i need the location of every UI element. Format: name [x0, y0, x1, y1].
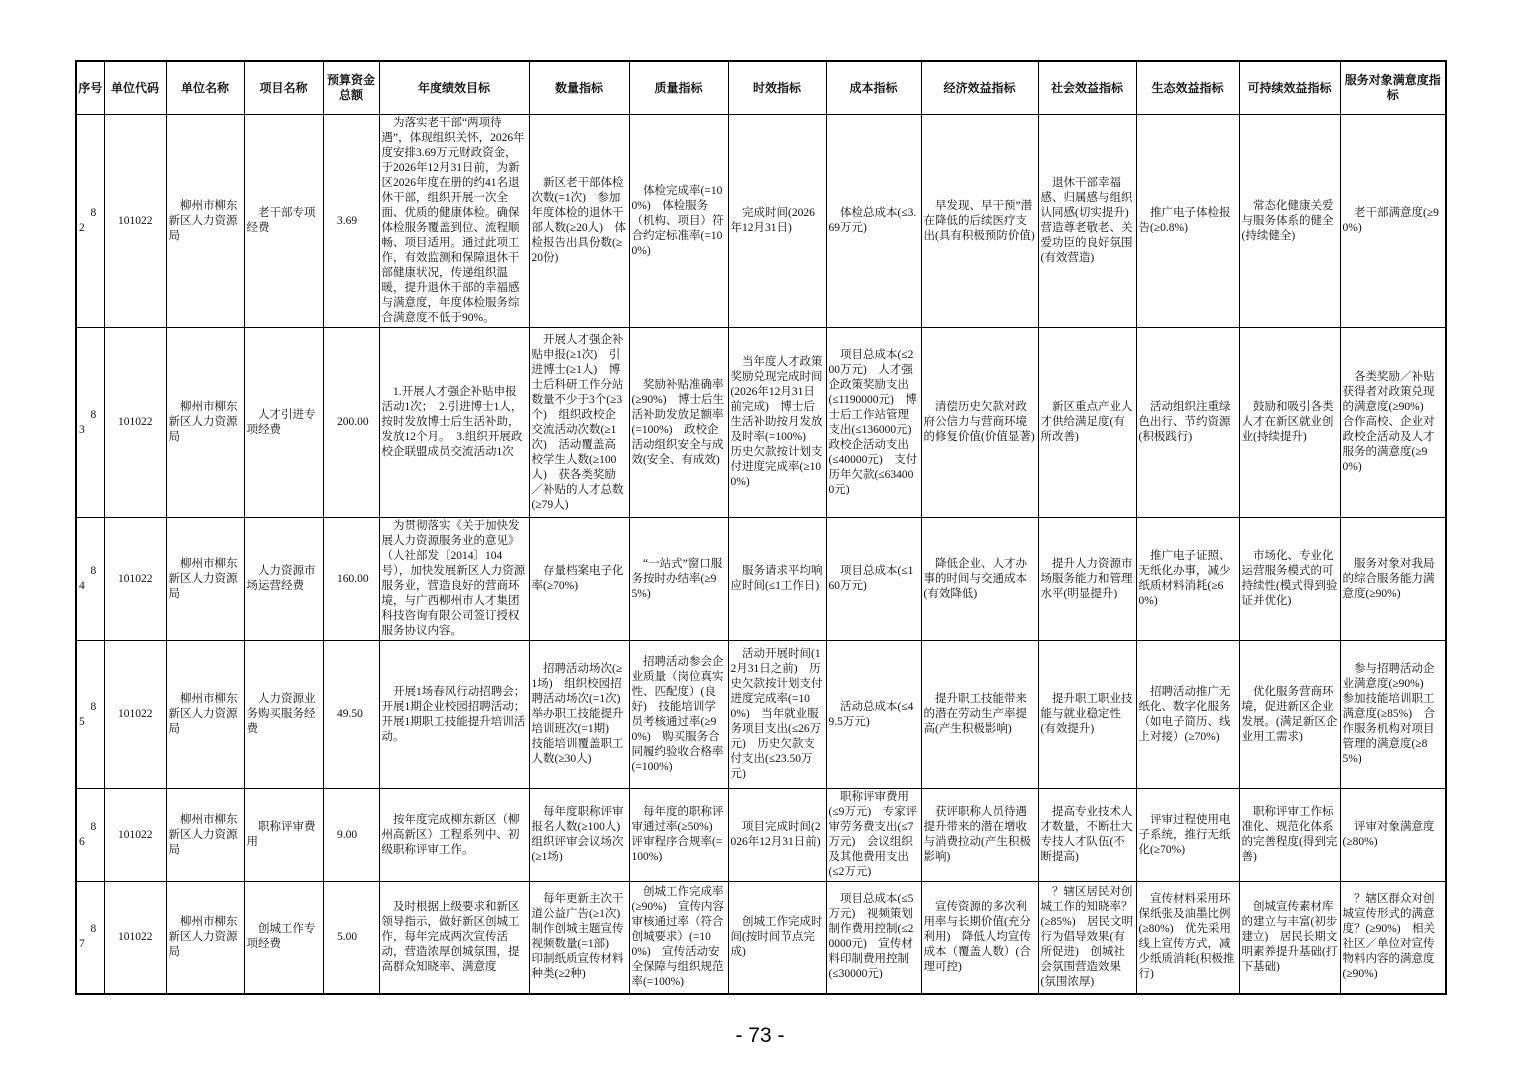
cell-code: 101022 — [104, 518, 166, 641]
cell-sustainable-benefit-indicator: 优化服务营商环境，促进新区企业发展。(满足新区企业用工需求) — [1239, 641, 1340, 789]
column-header-unit-name: 单位名称 — [166, 61, 244, 115]
column-header-project-name: 项目名称 — [244, 61, 323, 115]
header-row — [76, 61, 1446, 115]
cell-quality-indicator: 奖励补贴准确率(≥90%) 博士后生活补助发放足额率(=100%) 政校企活动组织安全与成效(安全、有成效) — [629, 328, 728, 518]
column-header-budget: 预算资金总额 — [323, 61, 379, 115]
cell-budget: 49.50 — [323, 641, 379, 789]
cell-cost-indicator: 项目总成本(≤200万元) 人才强企政策奖励支出(≤1190000元) 博士后工作站管理支出(≤136000元) 政校企活动支出(≤40000元) 支付历年欠款(≤634000元) — [826, 328, 921, 518]
cell-satisfaction-indicator: 老干部满意度(≥90%) — [1340, 115, 1446, 328]
cell-budget: 160.00 — [323, 518, 379, 641]
cell-quality-indicator: 创城工作完成率(≥90%) 宣传内容审核通过率（符合创城要求）(=100%) 宣传活动安全保障与组织规范率(=100%) — [629, 882, 728, 994]
cell-satisfaction-indicator: 服务对象对我局的综合服务能力满意度(≥90%) — [1340, 518, 1446, 641]
cell-timeliness-indicator: 服务请求平均响应时间(≤1工作日) — [728, 518, 826, 641]
page-number: - 73 - — [735, 1024, 785, 1047]
cell-cost-indicator: 活动总成本(≤49.5万元) — [826, 641, 921, 789]
cell-quantity-indicator: 招聘活动场次(≥1场) 组织校园招聘活动场次(=1次) 举办职工技能提升培训班次(=1期) 技能培训覆盖职工人数(≥30人) — [529, 641, 629, 789]
table-row — [76, 882, 1446, 994]
column-header-seq: 序号 — [76, 61, 104, 115]
cell-annual-target: 为贯彻落实《关于加快发展人力资源服务业的意见》（人社部发〔2014〕104号），加快发展新区人力资源服务业，营造良好的营商环境，与广西柳州市人才集团科技咨询有限公司签订授权服务协议内容。 — [379, 518, 529, 641]
cell-cost-indicator: 项目总成本(≤5万元) 视频策划制作费用控制(≤20000元) 宣传材料印制费用控制(≤30000元) — [826, 882, 921, 994]
cell-annual-target: 及时根据上级要求和新区领导指示，做好新区创城工作，每年完成两次宣传活动，营造浓厚创城氛围，提高群众知晓率、满意度 — [379, 882, 529, 994]
cell-budget: 3.69 — [323, 115, 379, 328]
cell-quantity-indicator: 每年度职称评审报名人数(≥100人) 组织评审会议场次(≥1场) — [529, 789, 629, 882]
cell-sustainable-benefit-indicator: 市场化、专业化运营服务模式的可持续性(模式得到验证并优化) — [1239, 518, 1340, 641]
cell-economic-benefit-indicator: 清偿历史欠款对政府公信力与营商环境的修复价值(价值显著) — [921, 328, 1038, 518]
column-header-sustainable-benefit-indicator: 可持续效益指标 — [1239, 61, 1340, 115]
cell-cost-indicator: 职称评审费用(≤9万元) 专家评审劳务费支出(≤7万元) 会议组织及其他费用支出(≤2万元) — [826, 789, 921, 882]
cell-code: 101022 — [104, 789, 166, 882]
cell-timeliness-indicator: 活动开展时间(12月31日之前) 历史欠款按计划支付进度完成率(=100%) 当年就业服务项目支出(≤26万元) 历史欠款支付支出(≤23.50万元) — [728, 641, 826, 789]
cell-unit-name: 柳州市柳东新区人力资源局 — [166, 115, 244, 328]
cell-seq: 86 — [76, 789, 104, 882]
cell-project-name: 人力资源市场运营经费 — [244, 518, 323, 641]
column-header-quantity-indicator: 数量指标 — [529, 61, 629, 115]
cell-budget: 200.00 — [323, 328, 379, 518]
cell-seq: 82 — [76, 115, 104, 328]
cell-unit-name: 柳州市柳东新区人力资源局 — [166, 518, 244, 641]
cell-eco-benefit-indicator: 宣传材料采用环保纸张及油墨比例(≥80%) 优先采用线上宣传方式，减少纸质消耗(积极推行) — [1136, 882, 1239, 994]
performance-indicators-table — [75, 60, 1447, 995]
cell-project-name: 人力资源业务购买服务经费 — [244, 641, 323, 789]
cell-quantity-indicator: 开展人才强企补贴申报(≥1次) 引进博士(≥1人) 博士后科研工作分站数量不少于3个(≥3个) 组织政校企交流活动次数(≥1次) 活动覆盖高校学生人数(≥100人) 获各类奖励／补贴的人才总数(≥79人) — [529, 328, 629, 518]
table-row — [76, 328, 1446, 518]
column-header-social-benefit-indicator: 社会效益指标 — [1038, 61, 1136, 115]
cell-sustainable-benefit-indicator: 职称评审工作标准化、规范化体系的完善程度(得到完善) — [1239, 789, 1340, 882]
table-body — [76, 115, 1446, 994]
table-row — [76, 518, 1446, 641]
cell-social-benefit-indicator: 提高专业技术人才数量，不断壮大专技人才队伍(不断提高) — [1038, 789, 1136, 882]
cell-sustainable-benefit-indicator: 创城宣传素材库的建立与丰富(初步建立) 居民长期文明素养提升基础(打下基础) — [1239, 882, 1340, 994]
cell-economic-benefit-indicator: 早发现、早干预”潜在降低的后续医疗支出(具有积极预防价值) — [921, 115, 1038, 328]
cell-code: 101022 — [104, 882, 166, 994]
cell-quantity-indicator: 存量档案电子化率(≥70%) — [529, 518, 629, 641]
cell-economic-benefit-indicator: 提升职工技能带来的潜在劳动生产率提高(产生积极影响) — [921, 641, 1038, 789]
cell-unit-name: 柳州市柳东新区人力资源局 — [166, 641, 244, 789]
cell-sustainable-benefit-indicator: 鼓励和吸引各类人才在新区就业创业(持续提升) — [1239, 328, 1340, 518]
cell-quality-indicator: 体检完成率(=100%) 体检服务（机构、项目）符合约定标准率(=100%) — [629, 115, 728, 328]
cell-timeliness-indicator: 完成时间(2026年12月31日) — [728, 115, 826, 328]
column-header-eco-benefit-indicator: 生态效益指标 — [1136, 61, 1239, 115]
cell-satisfaction-indicator: 参与招聘活动企业满意度(≥90%) 参加技能培训职工满意度(≥85%) 合作服务机构对项目管理的满意度(≥85%) — [1340, 641, 1446, 789]
cell-cost-indicator: 体检总成本(≤3.69万元) — [826, 115, 921, 328]
column-header-timeliness-indicator: 时效指标 — [728, 61, 826, 115]
table-row — [76, 115, 1446, 328]
cell-seq: 84 — [76, 518, 104, 641]
cell-social-benefit-indicator: 提升职工职业技能与就业稳定性(有效提升) — [1038, 641, 1136, 789]
cell-quality-indicator: 招聘活动参会企业质量（岗位真实性、匹配度）(良好) 技能培训学员考核通过率(≥90%) 购买服务合同履约验收合格率(=100%) — [629, 641, 728, 789]
cell-annual-target: 1.开展人才强企补贴申报活动1次； 2.引进博士1人，按时发放博士后生活补助，发放12个月。 3.组织开展政校企联盟成员交流活动1次 — [379, 328, 529, 518]
cell-unit-name: 柳州市柳东新区人力资源局 — [166, 328, 244, 518]
cell-seq: 83 — [76, 328, 104, 518]
table-row — [76, 789, 1446, 882]
cell-budget: 9.00 — [323, 789, 379, 882]
cell-annual-target: 开展1场春风行动招聘会；开展1期企业校园招聘活动；开展1期职工技能提升培训活动。 — [379, 641, 529, 789]
cell-project-name: 人才引进专项经费 — [244, 328, 323, 518]
cell-code: 101022 — [104, 641, 166, 789]
cell-social-benefit-indicator: ？辖区居民对创城工作的知晓率？(≥85%) 居民文明行为倡导效果(有所促进) 创城社会氛围营造效果(氛围浓厚) — [1038, 882, 1136, 994]
cell-project-name: 老干部专项经费 — [244, 115, 323, 328]
cell-eco-benefit-indicator: 推广电子体检报告(≥0.8%) — [1136, 115, 1239, 328]
cell-satisfaction-indicator: ？辖区群众对创城宣传形式的满意度？(≥90%) 相关社区／单位对宣传物料内容的满意度(≥90%) — [1340, 882, 1446, 994]
cell-social-benefit-indicator: 提升人力资源市场服务能力和管理水平(明显提升) — [1038, 518, 1136, 641]
cell-eco-benefit-indicator: 推广电子证照、无纸化办事，减少纸质材料消耗(≥60%) — [1136, 518, 1239, 641]
column-header-quality-indicator: 质量指标 — [629, 61, 728, 115]
cell-unit-name: 柳州市柳东新区人力资源局 — [166, 882, 244, 994]
cell-annual-target: 按年度完成柳东新区（柳州高新区）工程系列中、初级职称评审工作。 — [379, 789, 529, 882]
cell-eco-benefit-indicator: 评审过程使用电子系统，推行无纸化(≥70%) — [1136, 789, 1239, 882]
cell-social-benefit-indicator: 退休干部幸福感、归属感与组织认同感(切实提升) 营造尊老敬老、关爱功臣的良好氛围(有效营造) — [1038, 115, 1136, 328]
cell-eco-benefit-indicator: 招聘活动推广无纸化、数字化服务（如电子简历、线上对接）(≥70%) — [1136, 641, 1239, 789]
cell-social-benefit-indicator: 新区重点产业人才供给满足度(有所改善) — [1038, 328, 1136, 518]
column-header-economic-benefit-indicator: 经济效益指标 — [921, 61, 1038, 115]
cell-seq: 87 — [76, 882, 104, 994]
column-header-annual-target: 年度绩效目标 — [379, 61, 529, 115]
cell-quality-indicator: 每年度的职称评审通过率(≥50%) 评审程序合规率(=100%) — [629, 789, 728, 882]
column-header-satisfaction-indicator: 服务对象满意度指标 — [1340, 61, 1446, 115]
cell-budget: 5.00 — [323, 882, 379, 994]
cell-unit-name: 柳州市柳东新区人力资源局 — [166, 789, 244, 882]
cell-project-name: 创城工作专项经费 — [244, 882, 323, 994]
cell-eco-benefit-indicator: 活动组织注重绿色出行、节约资源(积极践行) — [1136, 328, 1239, 518]
cell-timeliness-indicator: 当年度人才政策奖励兑现完成时间(2026年12月31日前完成) 博士后生活补助按月发放及时率(=100%) 历史欠款按计划支付进度完成率(≥100%) — [728, 328, 826, 518]
cell-timeliness-indicator: 创城工作完成时间(按时间节点完成) — [728, 882, 826, 994]
cell-quantity-indicator: 新区老干部体检次数(=1次) 参加年度体检的退休干部人数(≥20人) 体检报告出具份数(≥20份) — [529, 115, 629, 328]
cell-quantity-indicator: 每年更新主次干道公益广告(≥1次) 制作创城主题宣传视频数量(=1部) 印制纸质宣传材料种类(≥2种) — [529, 882, 629, 994]
cell-project-name: 职称评审费用 — [244, 789, 323, 882]
cell-cost-indicator: 项目总成本(≤160万元) — [826, 518, 921, 641]
cell-annual-target: 为落实老干部“两项待遇”，体现组织关怀，2026年度安排3.69万元财政资金，于2026年12月31日前，为新区2026年度在册的约41名退休干部，组织开展一次全面、优质的健康体检。确保体检服务覆盖到位、流程顺畅、项目适用。通过此项工作，有效监测和保障退休干部健康状况，传递组织温暖，提升退休干部的幸福感与满意度，年度体检服务综合满意度不低于90%。 — [379, 115, 529, 328]
cell-code: 101022 — [104, 115, 166, 328]
cell-satisfaction-indicator: 各类奖励／补贴获得者对政策兑现的满意度(≥90%) 合作高校、企业对政校企活动及人才服务的满意度(≥90%) — [1340, 328, 1446, 518]
cell-satisfaction-indicator: 评审对象满意度(≥80%) — [1340, 789, 1446, 882]
cell-seq: 85 — [76, 641, 104, 789]
cell-timeliness-indicator: 项目完成时间(2026年12月31日前) — [728, 789, 826, 882]
cell-quality-indicator: “一站式”窗口服务按时办结率(≥95%) — [629, 518, 728, 641]
column-header-cost-indicator: 成本指标 — [826, 61, 921, 115]
cell-economic-benefit-indicator: 宣传资源的多次利用率与长期价值(充分利用) 降低人均宣传成本（覆盖人数）(合理可控) — [921, 882, 1038, 994]
cell-economic-benefit-indicator: 获评职称人员待遇提升带来的潜在增收与消费拉动(产生积极影响) — [921, 789, 1038, 882]
column-header-code: 单位代码 — [104, 61, 166, 115]
cell-code: 101022 — [104, 328, 166, 518]
table-row — [76, 641, 1446, 789]
cell-economic-benefit-indicator: 降低企业、人才办事的时间与交通成本(有效降低) — [921, 518, 1038, 641]
cell-sustainable-benefit-indicator: 常态化健康关爱与服务体系的健全(持续健全) — [1239, 115, 1340, 328]
